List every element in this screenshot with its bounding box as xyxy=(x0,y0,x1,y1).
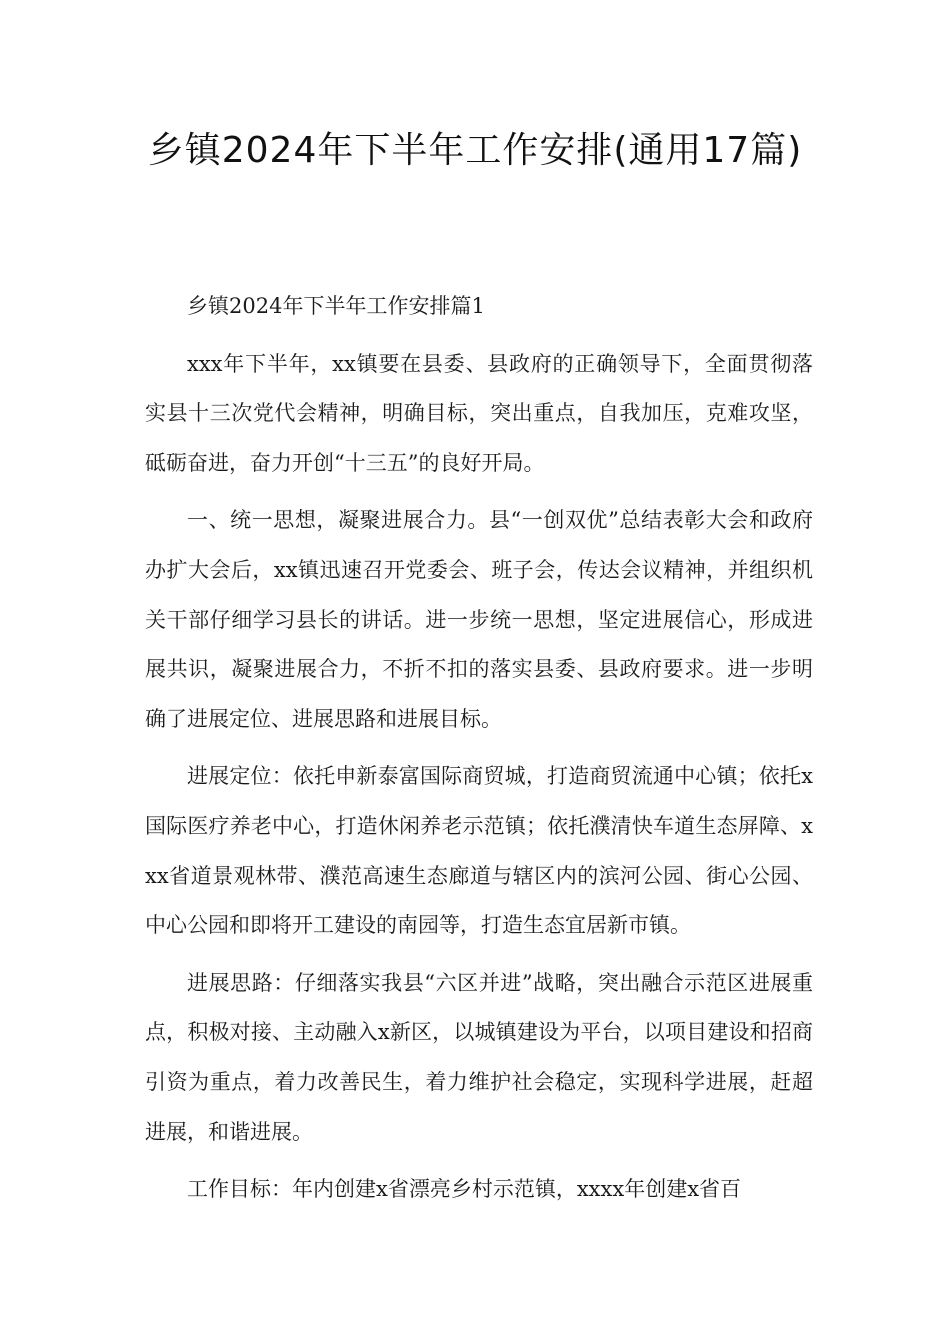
body-paragraph: 工作目标：年内创建x省漂亮乡村示范镇，xxxx年创建x省百 xyxy=(187,1177,742,1202)
body-paragraph: 进展定位：依托申新泰富国际商贸城，打造商贸流通中心镇；依托x国际医疗养老中心，打造休闲养老示范镇；依托濮清快车道生态屏障、xxx省道景观林带、濮范高速生态廊道与辖区内的滨河公园、街心公园、中心公园和即将开工建设的南园等，打造生态宜居新市镇。 xyxy=(145,764,813,938)
body-paragraph: 一、统一思想，凝聚进展合力。县“一创双优”总结表彰大会和政府办扩大会后，xx镇迅速召开党委会、班子会，传达会议精神，并组织机关干部仔细学习县长的讲话。进一步统一思想，坚定进展信心，形成进展共识，凝聚进展合力，不折不扣的落实县委、县政府要求。进一步明确了进展定位、进展思路和进展目标。 xyxy=(145,508,813,731)
document-title: 乡镇2024年下半年工作安排(通用17篇) xyxy=(147,130,803,171)
document-body xyxy=(145,282,813,1223)
body-paragraph: xxx年下半年，xx镇要在县委、县政府的正确领导下，全面贯彻落实县十三次党代会精神，明确目标，突出重点，自我加压，克难攻坚，砥砺奋进，奋力开创“十三五”的良好开局。 xyxy=(145,351,813,475)
body-paragraph: 进展思路：仔细落实我县“六区并进”战略，突出融合示范区进展重点，积极对接、主动融入x新区，以城镇建设为平台，以项目建设和招商引资为重点，着力改善民生，着力维护社会稳定，实现科学进展，赶超进展，和谐进展。 xyxy=(145,970,813,1144)
section-heading: 乡镇2024年下半年工作安排篇1 xyxy=(187,294,485,318)
